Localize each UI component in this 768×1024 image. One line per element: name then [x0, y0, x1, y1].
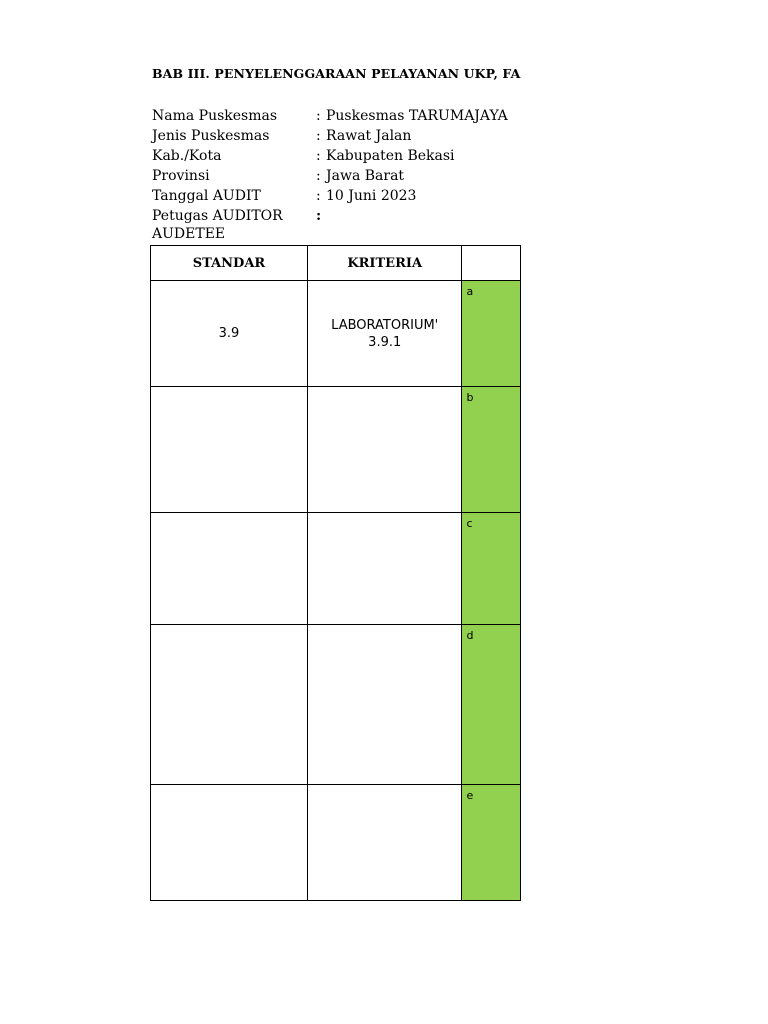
info-label: Kab./Kota [152, 148, 222, 164]
table-row [151, 387, 521, 513]
info-colon: : [316, 188, 321, 204]
cell-standar [151, 513, 308, 625]
cell-item-green [462, 281, 521, 387]
header-kriteria: KRITERIA [307, 246, 462, 281]
info-value: Kabupaten Bekasi [326, 148, 455, 164]
info-value: Puskesmas TARUMAJAYA [326, 108, 508, 124]
info-value: Rawat Jalan [326, 128, 412, 144]
table-row [151, 281, 521, 387]
info-label: Provinsi [152, 168, 210, 184]
audit-info-block [152, 106, 508, 226]
info-row-petugas-auditor [152, 206, 508, 226]
info-value: 10 Juni 2023 [326, 188, 417, 204]
item-letter: a [466, 285, 474, 298]
info-row-jenis-puskesmas [152, 126, 508, 146]
info-value: Jawa Barat [326, 168, 405, 184]
cell-standar: 3.9 [151, 281, 308, 387]
info-colon: : [316, 168, 321, 184]
info-row-provinsi [152, 166, 508, 186]
info-colon: : [316, 208, 322, 224]
info-row-tanggal-audit [152, 186, 508, 206]
info-label: Petugas AUDITOR [152, 208, 283, 224]
info-colon: : [316, 128, 321, 144]
cell-standar [151, 785, 308, 901]
header-standar: STANDAR [151, 246, 308, 281]
cell-item-green [462, 387, 521, 513]
audetee-label: AUDETEE [152, 226, 226, 242]
cell-standar [151, 387, 308, 513]
table-row [151, 785, 521, 901]
audit-table [150, 245, 521, 901]
info-label: Jenis Puskesmas [152, 128, 270, 144]
cell-item-green [462, 625, 521, 785]
kriteria-line: 3.9.1 [368, 334, 402, 350]
item-letter: d [466, 629, 474, 642]
item-letter: b [466, 391, 474, 404]
page-title: BAB III. PENYELENGGARAAN PELAYANAN UKP, FA [152, 66, 521, 81]
cell-item-green [462, 785, 521, 901]
table-header-row [151, 246, 521, 281]
info-row-kab-kota [152, 146, 508, 166]
cell-standar [151, 625, 308, 785]
info-colon: : [316, 148, 321, 164]
item-letter: c [466, 517, 473, 530]
info-label: Tanggal AUDIT [152, 188, 261, 204]
table-row [151, 513, 521, 625]
cell-kriteria [307, 785, 462, 901]
info-colon: : [316, 108, 321, 124]
cell-kriteria [307, 281, 462, 387]
info-label: Nama Puskesmas [152, 108, 278, 124]
cell-kriteria [307, 387, 462, 513]
header-item [462, 246, 521, 281]
cell-kriteria [307, 513, 462, 625]
kriteria-line: LABORATORIUM' [331, 317, 439, 333]
cell-item-green [462, 513, 521, 625]
cell-kriteria [307, 625, 462, 785]
table-row [151, 625, 521, 785]
info-row-nama-puskesmas [152, 106, 508, 126]
item-letter: e [466, 789, 474, 802]
